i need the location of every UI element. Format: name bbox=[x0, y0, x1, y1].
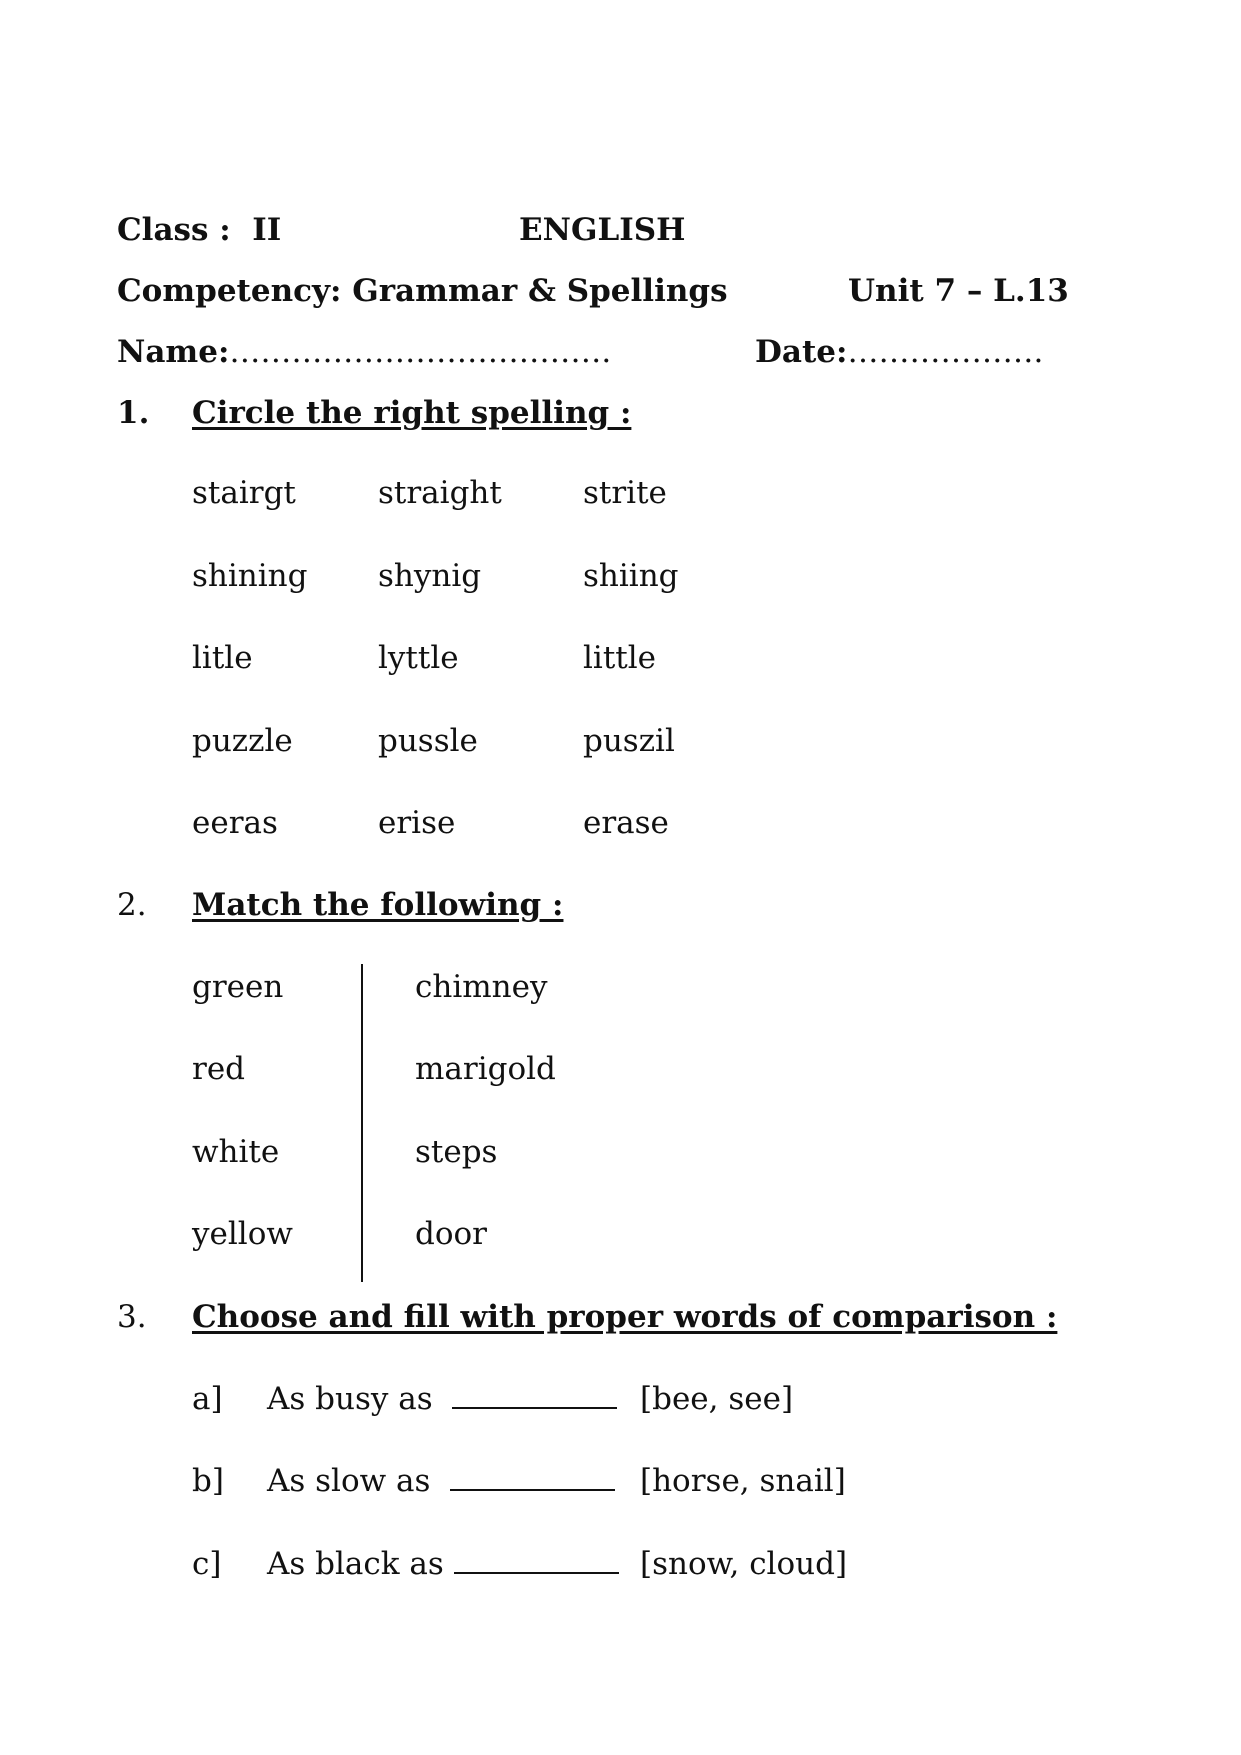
answer-blank[interactable] bbox=[452, 1406, 617, 1409]
q1-word[interactable]: erase bbox=[583, 805, 669, 841]
q1-word[interactable]: stairgt bbox=[192, 475, 296, 511]
name-field[interactable]: ………………………………. bbox=[229, 334, 612, 370]
q1-title: Circle the right spelling : bbox=[192, 395, 632, 431]
q1-word[interactable]: shynig bbox=[378, 558, 482, 594]
q1-word[interactable]: puzzle bbox=[192, 723, 293, 759]
q1-word[interactable]: lyttle bbox=[378, 640, 459, 676]
q1-word[interactable]: litle bbox=[192, 640, 253, 676]
unit-label: Unit 7 – L.13 bbox=[848, 273, 1069, 309]
match-right-item[interactable]: steps bbox=[415, 1134, 498, 1170]
q1-word[interactable]: strite bbox=[583, 475, 667, 511]
q2-title: Match the following : bbox=[192, 887, 564, 923]
match-right-item[interactable]: marigold bbox=[415, 1051, 556, 1087]
q3-item-label: a] bbox=[192, 1381, 223, 1417]
q3-number: 3. bbox=[117, 1299, 147, 1335]
match-left-item[interactable]: red bbox=[192, 1051, 246, 1087]
q1-word[interactable]: pussle bbox=[378, 723, 478, 759]
answer-blank[interactable] bbox=[450, 1488, 615, 1491]
answer-blank[interactable] bbox=[454, 1571, 619, 1574]
date-label: Date: bbox=[755, 334, 848, 370]
q2-number: 2. bbox=[117, 887, 147, 923]
q1-word[interactable]: shining bbox=[192, 558, 308, 594]
q1-word[interactable]: straight bbox=[378, 475, 502, 511]
q3-item-text: As busy as bbox=[267, 1381, 617, 1417]
match-right-item[interactable]: door bbox=[415, 1216, 487, 1252]
q3-item-label: c] bbox=[192, 1546, 222, 1582]
competency-label: Competency: Grammar & Spellings bbox=[117, 273, 728, 309]
q1-word[interactable]: erise bbox=[378, 805, 456, 841]
q3-item-options: [bee, see] bbox=[640, 1381, 794, 1417]
q3-item-label: b] bbox=[192, 1463, 224, 1499]
q3-item-options: [horse, snail] bbox=[640, 1463, 846, 1499]
subject-title: ENGLISH bbox=[519, 212, 686, 248]
match-right-item[interactable]: chimney bbox=[415, 969, 548, 1005]
match-left-item[interactable]: yellow bbox=[192, 1216, 293, 1252]
name-line bbox=[117, 334, 611, 370]
match-divider bbox=[361, 964, 363, 1282]
q3-title: Choose and fill with proper words of comparison : bbox=[192, 1299, 1058, 1335]
match-left-item[interactable]: green bbox=[192, 969, 284, 1005]
q3-item-text: As slow as bbox=[267, 1463, 615, 1499]
class-label: Class : II bbox=[117, 212, 282, 248]
q3-item-text: As black as bbox=[267, 1546, 619, 1582]
name-label: Name: bbox=[117, 334, 230, 370]
q3-item-options: [snow, cloud] bbox=[640, 1546, 848, 1582]
q1-word[interactable]: shiing bbox=[583, 558, 679, 594]
date-line bbox=[755, 334, 1043, 370]
class-value: II bbox=[252, 212, 282, 248]
q1-word[interactable]: puszil bbox=[583, 723, 675, 759]
q1-number: 1. bbox=[117, 395, 150, 431]
date-field[interactable]: ………………. bbox=[847, 334, 1044, 370]
q1-word[interactable]: eeras bbox=[192, 805, 278, 841]
match-left-item[interactable]: white bbox=[192, 1134, 280, 1170]
q1-word[interactable]: little bbox=[583, 640, 657, 676]
